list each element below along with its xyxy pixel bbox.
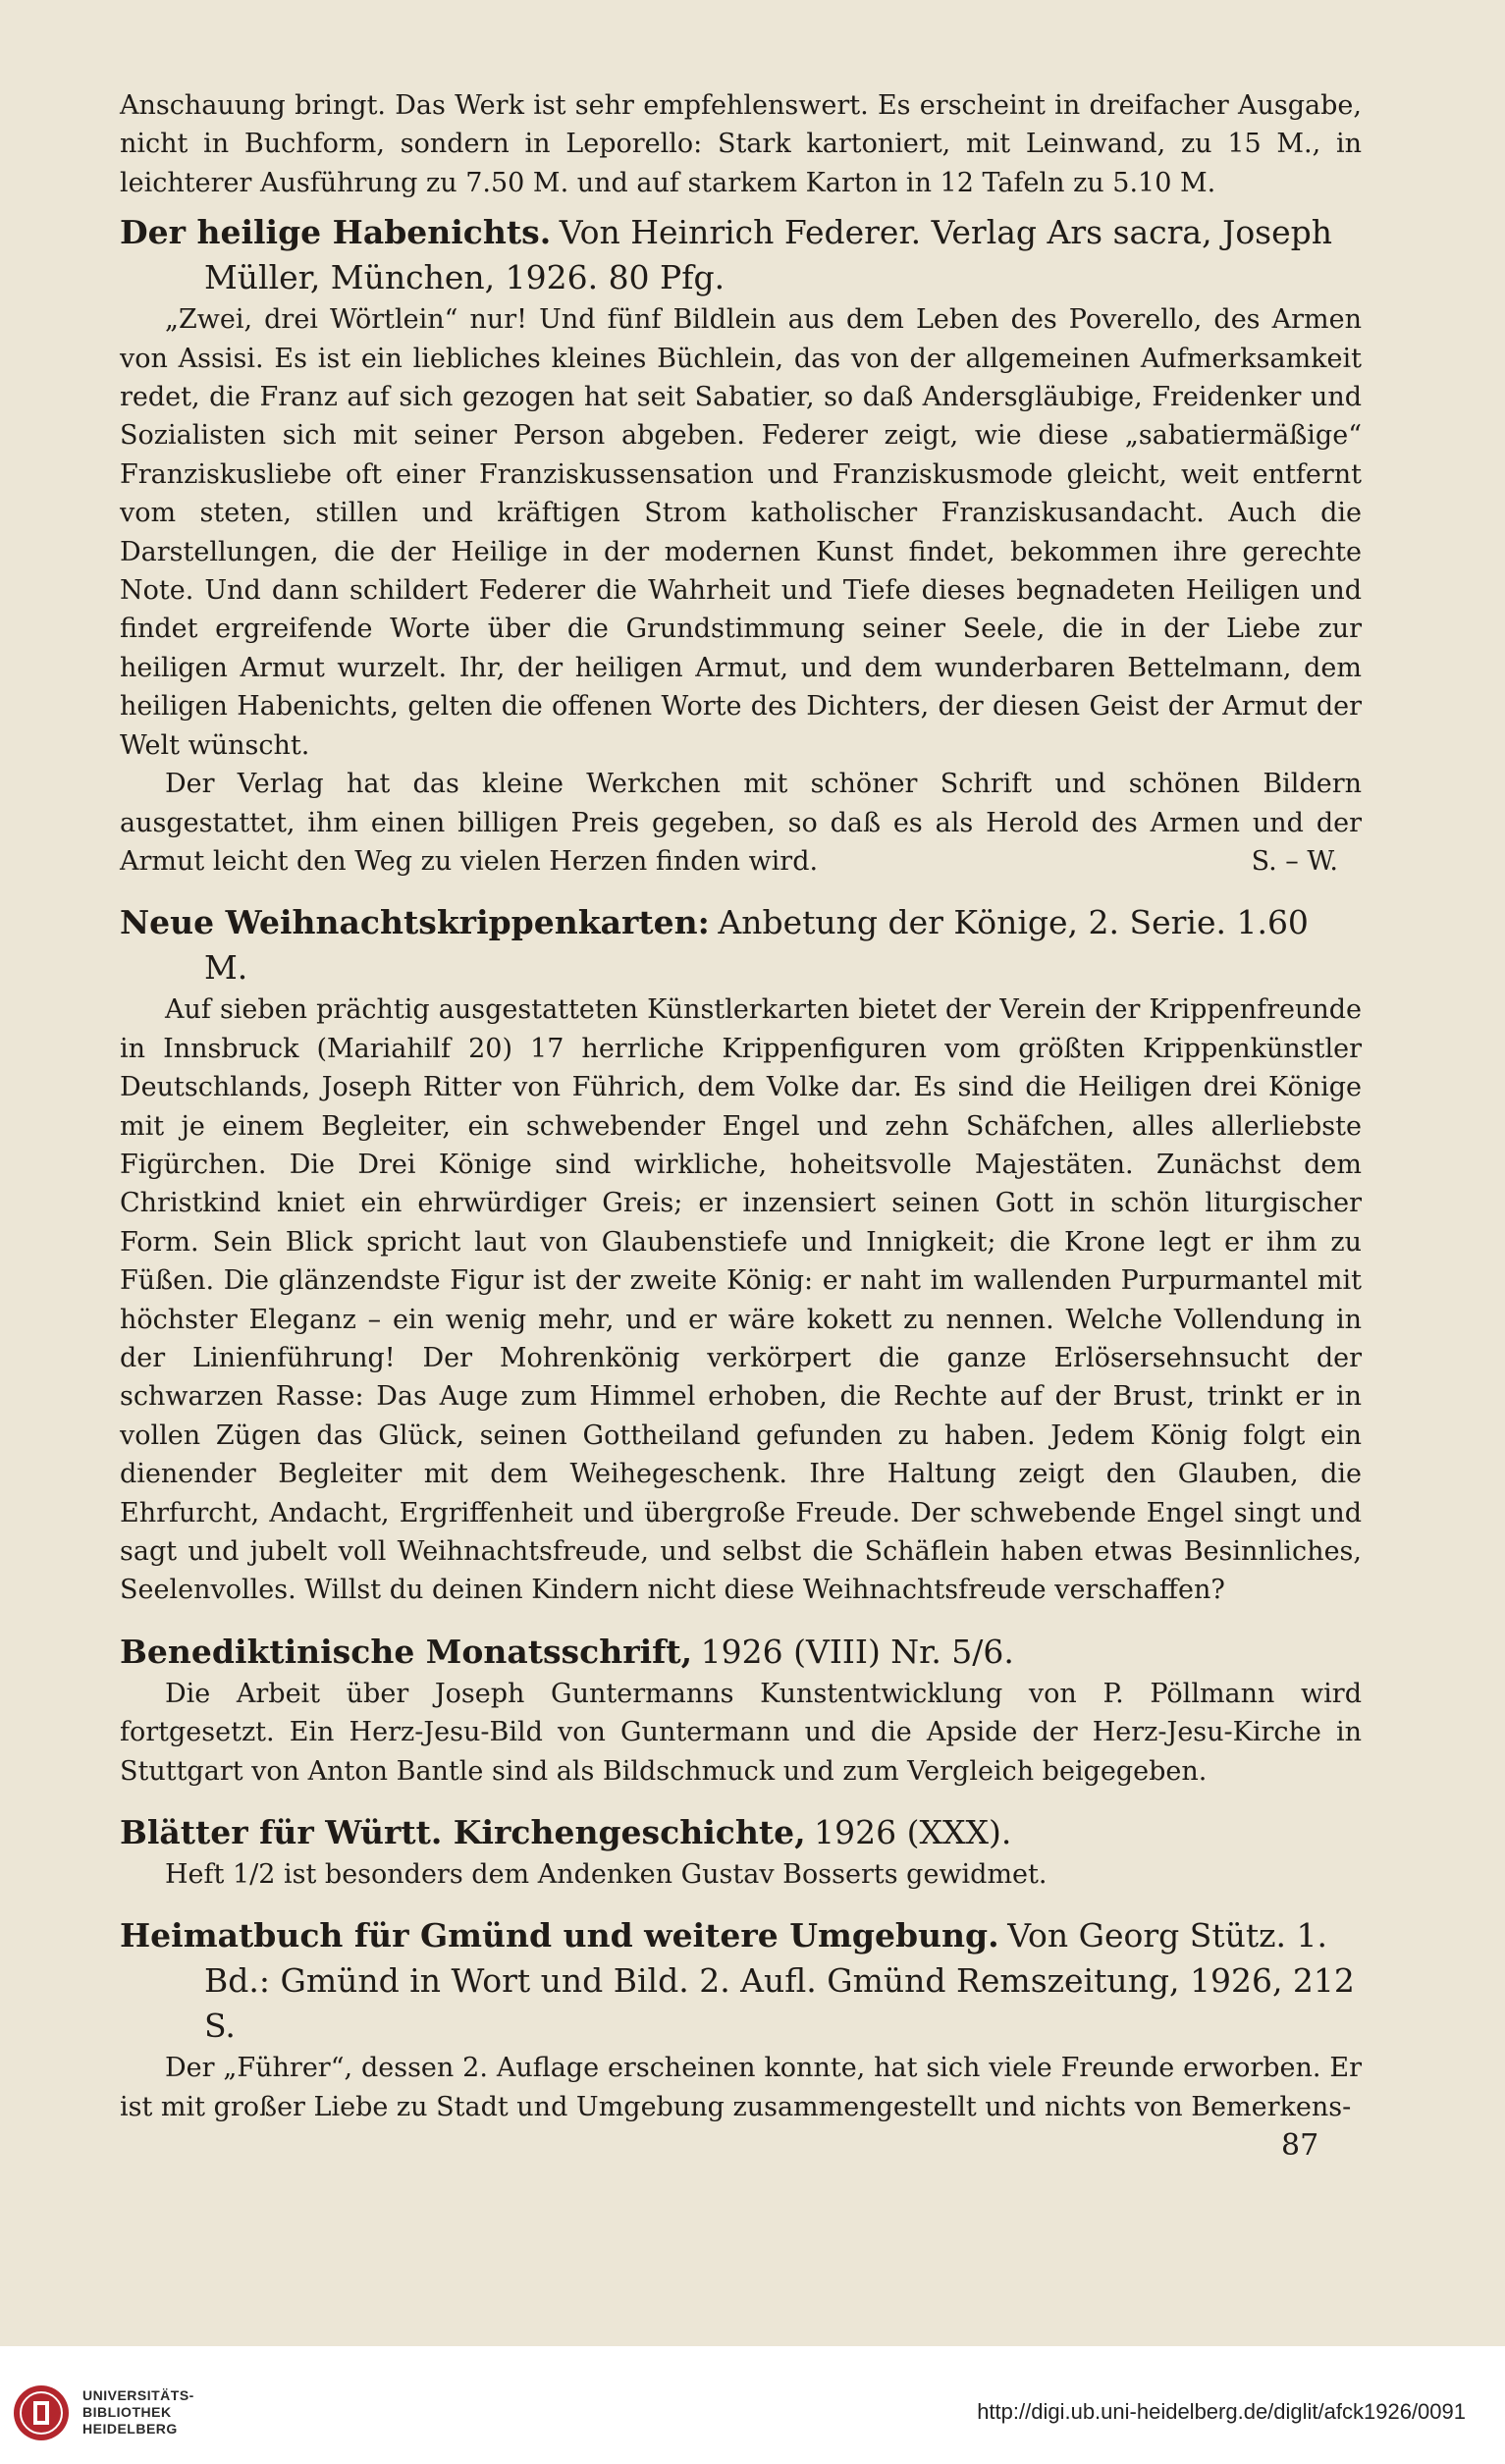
- review-blaetter-kirchengeschichte: [120, 1810, 1362, 1894]
- entry-heading: [120, 900, 1362, 991]
- entry-heading-rest: 1926 (XXX).: [814, 1813, 1012, 1852]
- signature: S. – W.: [1251, 845, 1338, 877]
- entry-paragraph: Die Arbeit über Joseph Guntermanns Kunstentwicklung von P. Pöllmann wird fortgesetzt. Ein Herz-Jesu-Bild von Guntermann und die Apside der Herz-Jesu-Kirche in Stuttgart von Anton Bantle sind als Bildschmuck und zum Vergleich beigegeben.: [120, 1678, 1362, 1787]
- entry-heading-rest: Von Georg Stütz. 1. Bd.: Gmünd in Wort und Bild. 2. Aufl. Gmünd Remszeitung, 1926, 212 S.: [204, 1916, 1355, 2046]
- entry-title: Neue Weihnachtskrippenkarten:: [120, 903, 710, 942]
- entry-title: Benediktinische Monatsschrift,: [120, 1632, 693, 1671]
- library-logo-text: [82, 2387, 194, 2437]
- review-weihnachtskrippenkarten: [120, 900, 1362, 1610]
- entry-paragraph: [120, 765, 1362, 881]
- footer-bar: [0, 2346, 1505, 2464]
- entry-heading: [120, 1913, 1362, 2049]
- entry-title: Blätter für Württ. Kirchengeschichte,: [120, 1813, 806, 1852]
- entry-paragraph: Auf sieben prächtig ausgestatteten Künstlerkarten bietet der Verein der Krippenfreunde in Innsbruck (Mariahilf 20) 17 herrliche Krippenfiguren vom größten Krippenkünstler Deutschlands, Joseph Ritter von Führich, dem Volke dar. Es sind die Heiligen drei Könige mit je einem Begleiter, ein schwebender Engel und zehn Schäfchen, alles allerliebste Figürchen. Die Drei Könige sind wirkliche, hoheitsvolle Majestäten. Zunächst dem Christkind kniet ein ehrwürdiger Greis; er inzensiert seinen Gott in schön liturgischer Form. Sein Blick spricht laut von Glaubenstiefe und Innigkeit; die Krone legt er ihm zu Füßen. Die glänzendste Figur ist der zweite König: er naht im wallenden Purpurmantel mit höchster Eleganz – ein wenig mehr, und er wäre kokett zu nennen. Welche Vollendung in der Linienführung! Der Mohrenkönig verkörpert die ganze Erlösersehnsucht der schwarzen Rasse: Das Auge zum Himmel erhoben, die Rechte auf der Brust, trinkt er in vollen Zügen das Glück, seinen Gottheiland gefunden zu haben. Jedem König folgt ein dienender Begleiter mit dem Weihegeschenk. Ihre Haltung zeigt den Glauben, die Ehrfurcht, Andacht, Ergriffenheit und übergroße Freude. Der schwebende Engel singt und sagt und jubelt voll Weihnachtsfreude, und selbst die Schäflein haben etwas Besinnliches, Seelenvolles. Willst du deinen Kindern nicht diese Weihnachtsfreude verschaffen?: [120, 994, 1362, 1606]
- entry-heading-rest: Von Heinrich Federer. Verlag Ars sacra, Joseph Müller, München, 1926. 80 Pfg.: [204, 213, 1333, 297]
- review-heimatbuch-gmuend: [120, 1913, 1362, 2126]
- logo-line: HEIDELBERG: [82, 2421, 178, 2437]
- entry-paragraph-text: Der Verlag hat das kleine Werkchen mit schöner Schrift und schönen Bildern ausgestattet, ihm einen billigen Preis gegeben, so daß es als Herold des Armen und der Armut leicht den Weg zu vielen Herzen finden wird.: [120, 769, 1362, 877]
- review-heilige-habenichts: [120, 210, 1362, 881]
- entry-title: Heimatbuch für Gmünd und weitere Umgebung.: [120, 1916, 999, 1955]
- entry-paragraph: Heft 1/2 ist besonders dem Andenken Gustav Bosserts gewidmet.: [165, 1859, 1048, 1891]
- university-seal-icon: [12, 2384, 71, 2442]
- page-number: 87: [1281, 2128, 1319, 2163]
- entry-paragraph: „Zwei, drei Wörtlein“ nur! Und fünf Bildlein aus dem Leben des Poverello, des Armen von Assisi. Es ist ein liebliches kleines Büchlein, das von der allgemeinen Aufmerksamkeit redet, die Franz auf sich gezogen hat seit Sabatier, so daß Andersgläubige, Freidenker und Sozialisten sich mit seiner Person abgeben. Federer zeigt, wie diese „sabatiermäßige“ Franziskusliebe oft einer Franziskussensation und Franziskusmode gleicht, weit entfernt vom steten, stillen und kräftigen Strom katholischer Franziskusandacht. Auch die Darstellungen, die der Heilige in der modernen Kunst findet, bekommen ihre gerechte Note. Und dann schildert Federer die Wahrheit und Tiefe dieses begnadeten Heiligen und findet ergreifende Worte über die Grundstimmung seiner Seele, die in der Liebe zur heiligen Armut wurzelt. Ihr, der heiligen Armut, und dem wunderbaren Bettelmann, dem heiligen Habenichts, gelten die offenen Worte des Dichters, der diesen Geist der Armut der Welt wünscht.: [120, 304, 1362, 761]
- entry-heading-rest: 1926 (VIII) Nr. 5/6.: [700, 1632, 1014, 1671]
- logo-line: BIBLIOTHEK: [82, 2404, 172, 2420]
- entry-title: Der heilige Habenichts.: [120, 213, 552, 252]
- entry-heading-rest: Anbetung der Könige, 2. Serie. 1.60 M.: [204, 903, 1309, 988]
- source-url-link[interactable]: http://digi.ub.uni-heidelberg.de/diglit/afck1926/0091: [977, 2399, 1466, 2424]
- entry-heading: [120, 1630, 1362, 1675]
- entry-heading: [120, 1810, 1362, 1855]
- page-body: [120, 86, 1362, 2126]
- entry-paragraph: Der „Führer“, dessen 2. Auflage erscheinen konnte, hat sich viele Freunde erworben. Er ist mit großer Liebe zu Stadt und Umgebung zusammengestellt und nichts von Bemerkens-: [120, 2053, 1362, 2122]
- entry-heading: [120, 210, 1362, 300]
- logo-line: UNIVERSITÄTS-: [82, 2387, 194, 2403]
- review-benediktinische-monatsschrift: [120, 1630, 1362, 1791]
- intro-paragraph: Anschauung bringt. Das Werk ist sehr empfehlenswert. Es erscheint in dreifacher Ausgabe, nicht in Buchform, sondern in Leporello: Stark kartoniert, mit Leinwand, zu 15 M., in leichterer Ausführung zu 7.50 M. und auf starkem Karton in 12 Tafeln zu 5.10 M.: [120, 90, 1362, 198]
